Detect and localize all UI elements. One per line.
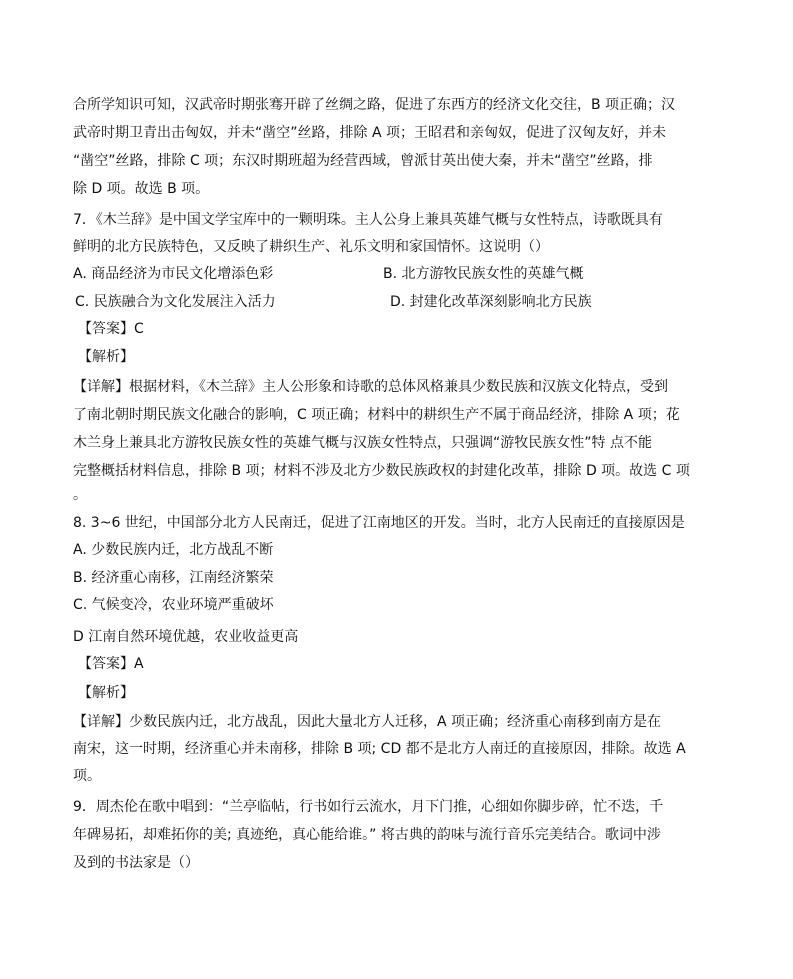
prev-analysis-line: 武帝时期卫青出击匈奴，并未“凿空”丝路，排除 A 项；王昭君和亲匈奴，促进了汉匈友好，并未 <box>73 125 666 141</box>
prev-analysis-line: “凿空”丝路，排除 C 项；东汉时期班超为经营西域，曾派甘英出使大秦，并未“凿空”丝路，排 <box>73 153 653 169</box>
q7-option-d: D. 封建化改革深刻影响北方民族 <box>390 294 592 310</box>
prev-analysis-line: 合所学知识可知，汉武帝时期张骞开辟了丝绸之路，促进了东西方的经济文化交往，B 项正确；汉 <box>73 97 676 113</box>
q7-option-b: B. 北方游牧民族女性的英雄气概 <box>383 266 584 282</box>
q7-option-a: A. 商品经济为市民文化增添色彩 <box>73 266 274 282</box>
q8-option-a: A. 少数民族内迁，北方战乱不断 <box>73 542 274 558</box>
q7-answer: 【答案】C <box>78 321 144 337</box>
q7-detail-line: 【详解】根据材料，《木兰辞》主人公形象和诗歌的总体风格兼具少数民族和汉族文化特点，受到 <box>73 379 668 395</box>
q9-stem-line: 9．周杰伦在歌中唱到：“兰亭临帖，行书如行云流水，月下门推，心细如你脚步碎，忙不迭，千 <box>73 799 664 815</box>
q8-option-d: D 江南自然环境优越，农业收益更高 <box>73 629 299 645</box>
q7-detail-line: 完整概括材料信息，排除 B 项；材料不涉及北方少数民族政权的封建化改革，排除 D 项。故选 C 项 <box>73 463 690 479</box>
prev-analysis-line: 除 D 项。故选 B 项。 <box>73 181 210 197</box>
q8-analysis-label: 【解析】 <box>78 685 134 701</box>
q8-detail-line: 【详解】少数民族内迁，北方战乱，因此大量北方人迁移，A 项正确；经济重心南移到南方是在 <box>73 714 662 730</box>
q7-detail-line: 。 <box>73 487 87 503</box>
q7-analysis-label: 【解析】 <box>78 349 134 365</box>
q8-answer: 【答案】A <box>78 656 144 672</box>
q8-detail-line: 项。 <box>73 768 101 784</box>
q8-option-c: C. 气候变冷，农业环境严重破坏 <box>73 597 274 613</box>
q7-option-c: C. 民族融合为文化发展注入活力 <box>75 294 276 310</box>
q8-stem: 8. 3~6 世纪，中国部分北方人民南迁，促进了江南地区的开发。当时，北方人民南迁的直接原因是 <box>73 515 685 531</box>
q9-stem-line: 年碑易拓，却难拓你的美; 真迹绝，真心能给谁。” 将古典的韵味与流行音乐完美结合。歌词中涉 <box>73 827 661 843</box>
q7-detail-line: 木兰身上兼具北方游牧民族女性的英雄气概与汉族女性特点，只强调“游牧民族女性”特 点不能 <box>73 435 652 451</box>
q7-detail-line: 了南北朝时期民族文化融合的影响，C 项正确；材料中的耕织生产不属于商品经济，排除 A 项；花 <box>73 407 680 423</box>
q9-stem-line: 及到的书法家是（） <box>73 855 199 871</box>
q7-stem-line: 鲜明的北方民族特色，又反映了耕织生产、礼乐文明和家国情怀。这说明（） <box>73 239 549 255</box>
q7-stem-line: 7．《木兰辞》是中国文学宝库中的一颗明珠。主人公身上兼具英雄气概与女性特点，诗歌既具有 <box>73 212 663 228</box>
q8-option-b: B. 经济重心南移，江南经济繁荣 <box>73 570 274 586</box>
q8-detail-line: 南宋，这一时期，经济重心并未南移，排除 B 项; CD 都不是北方人南迁的直接原因，排除。故选 A <box>73 741 686 757</box>
